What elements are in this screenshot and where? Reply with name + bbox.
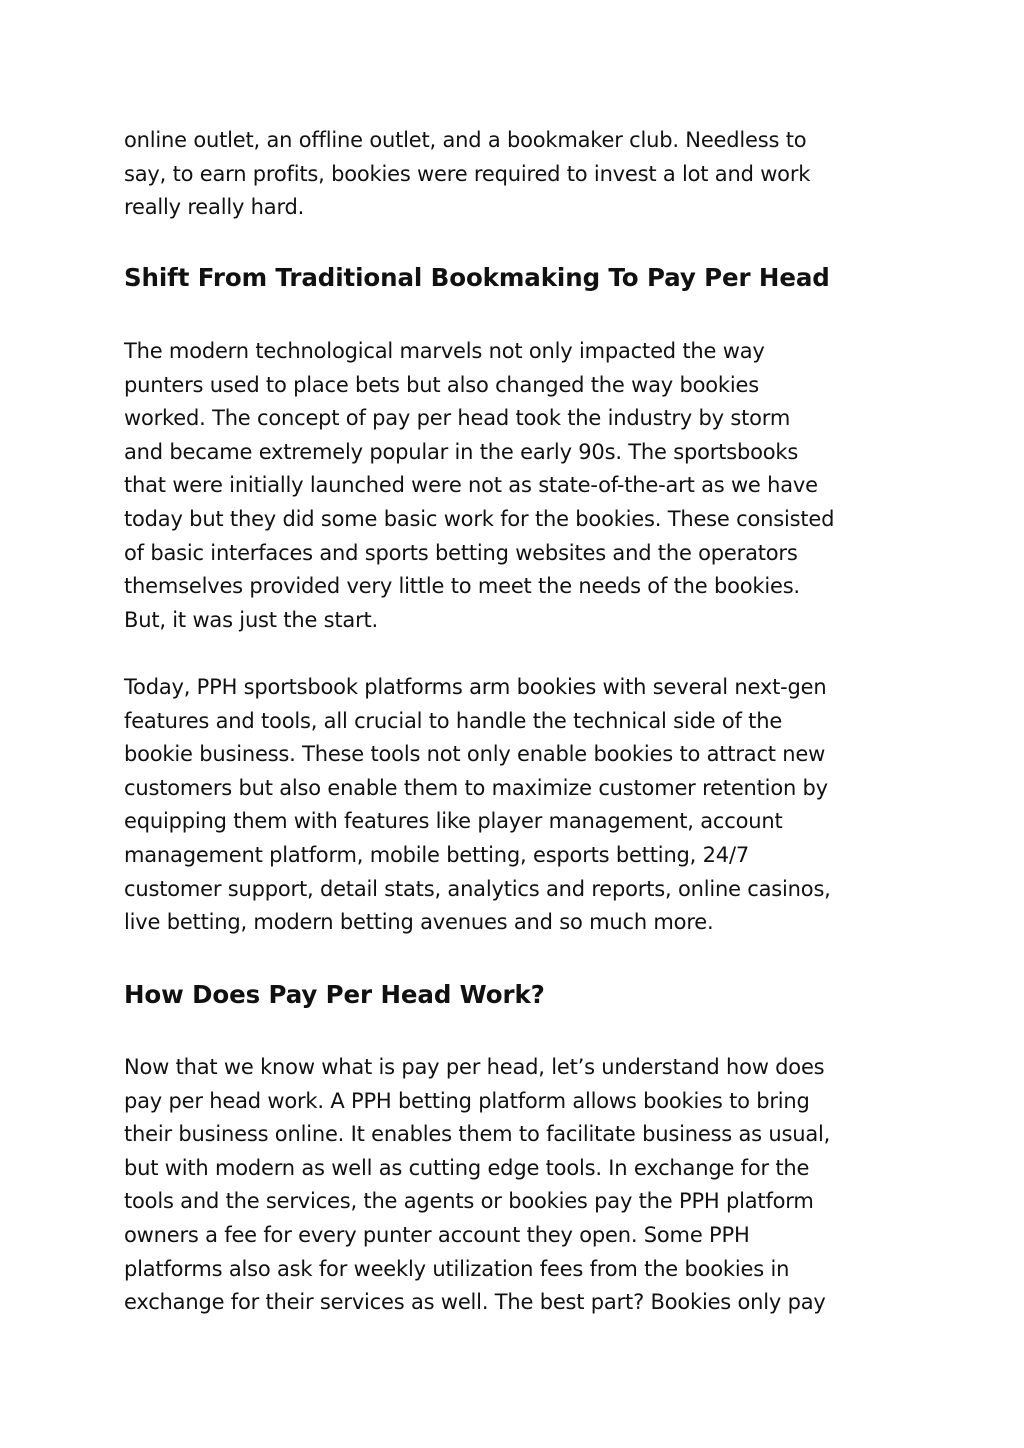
paragraph-how-it-works <box>124 1051 830 1320</box>
text-line: owners a fee for every punter account they open. Some PPH <box>124 1222 750 1247</box>
text-line: equipping them with features like player management, account <box>124 809 783 834</box>
text-line: themselves provided very little to meet the needs of the bookies. <box>124 574 800 599</box>
text-line: really really hard. <box>124 195 305 220</box>
text-line: Today, PPH sportsbook platforms arm bookies with several next-gen <box>124 675 827 699</box>
paragraph-modern-marvels <box>124 335 834 637</box>
text-line: features and tools, all crucial to handle the technical side of the <box>124 708 783 733</box>
text-line: bookie business. These tools not only enable bookies to attract new <box>124 742 826 767</box>
text-line: that were initially launched were not as state-of-the-art as we have <box>124 473 818 498</box>
paragraph-today-pph <box>124 671 831 940</box>
paragraph-intro-continued <box>124 124 810 225</box>
text-line: live betting, modern betting avenues and so much more. <box>124 910 714 935</box>
text-line: but with modern as well as cutting edge tools. In exchange for the <box>124 1155 810 1180</box>
text-line: punters used to place bets but also changed the way bookies <box>124 372 759 397</box>
text-line: customers but also enable them to maximize customer retention by <box>124 775 828 800</box>
text-line: exchange for their services as well. The best part? Bookies only pay <box>124 1290 826 1315</box>
text-line: But, it was just the start. <box>124 607 379 632</box>
text-line: Now that we know what is pay per head, let’s understand how does <box>124 1055 825 1079</box>
text-line: pay per head work. A PPH betting platform allows bookies to bring <box>124 1088 810 1113</box>
text-line: say, to earn profits, bookies were required to invest a lot and work <box>124 161 811 186</box>
text-line: management platform, mobile betting, esports betting, 24/7 <box>124 842 749 867</box>
heading-text: How Does Pay Per Head Work? <box>124 980 545 1009</box>
text-line: of basic interfaces and sports betting websites and the operators <box>124 540 798 565</box>
text-line: The modern technological marvels not only impacted the way <box>124 339 765 363</box>
text-line: tools and the services, the agents or bookies pay the PPH platform <box>124 1189 814 1214</box>
text-line: and became extremely popular in the early 90s. The sportsbooks <box>124 439 799 464</box>
text-line: online outlet, an offline outlet, and a bookmaker club. Needless to <box>124 128 807 152</box>
section-heading-shift <box>124 261 830 295</box>
heading-text: Shift From Traditional Bookmaking To Pay Per Head <box>124 263 830 292</box>
section-heading-how-it-works <box>124 978 545 1012</box>
text-line: worked. The concept of pay per head took the industry by storm <box>124 406 791 431</box>
text-line: platforms also ask for weekly utilization fees from the bookies in <box>124 1256 790 1281</box>
text-line: customer support, detail stats, analytics and reports, online casinos, <box>124 876 831 901</box>
text-line: their business online. It enables them to facilitate business as usual, <box>124 1122 831 1147</box>
text-line: today but they did some basic work for the bookies. These consisted <box>124 506 835 531</box>
